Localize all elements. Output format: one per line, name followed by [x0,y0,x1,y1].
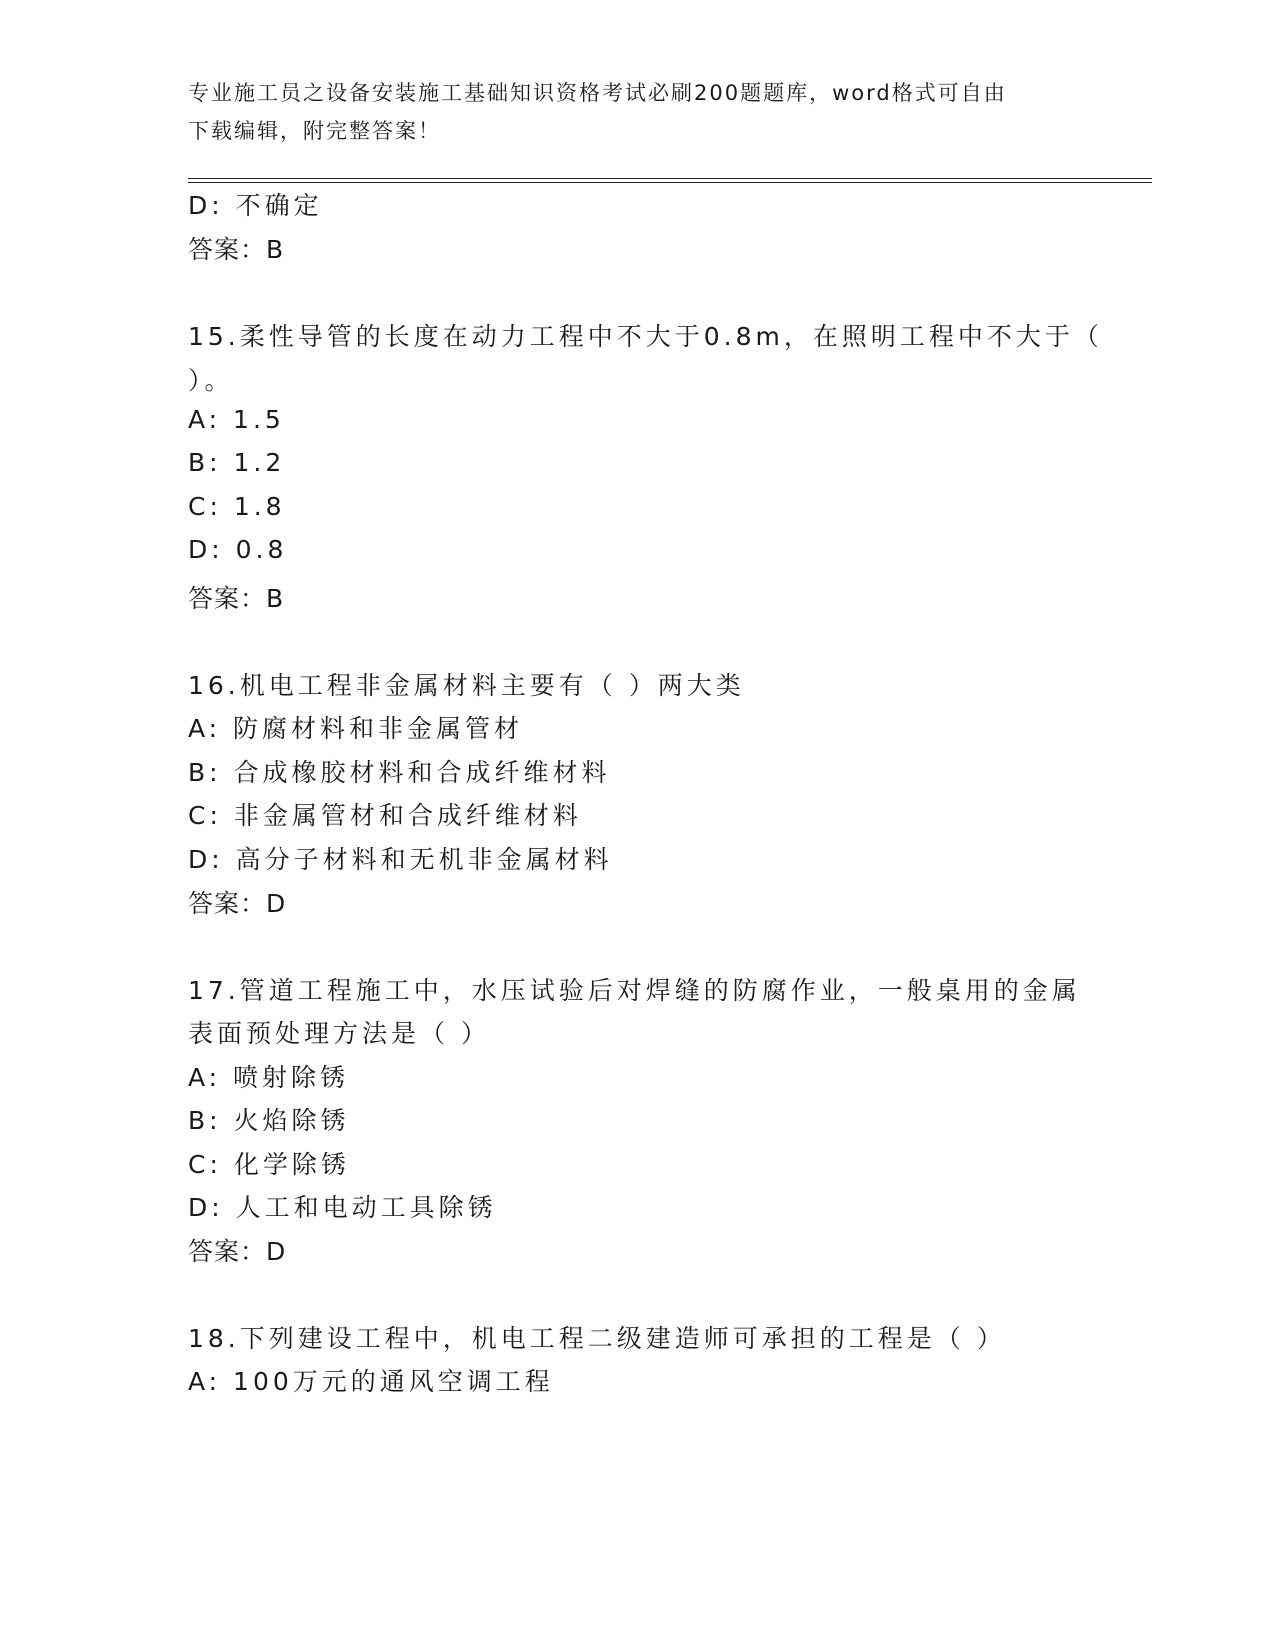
question-17-stem: 17.管道工程施工中，水压试验后对焊缝的防腐作业，一般桌用的金属 [188,976,1081,1005]
question-18-option-a: A: 100万元的通风空调工程 [188,1367,554,1396]
question-16-stem: 16.机电工程非金属材料主要有（ ）两大类 [188,671,745,700]
header-line-1: 专业施工员之设备安装施工基础知识资格考试必刷200题题库，word格式可自由 [188,81,1007,105]
question-16-option-c: C: 非金属管材和合成纤维材料 [188,801,582,830]
document-header [188,74,1088,150]
question-17-option-a: A: 喷射除锈 [188,1063,350,1092]
header-line-2: 下载编辑，附完整答案！ [188,119,441,143]
question-15-option-c: C: 1.8 [188,492,286,521]
question-17-option-c: C: 化学除锈 [188,1150,350,1179]
header-rule-bottom [188,182,1152,183]
question-15-stem-cont: ）。 [188,366,234,395]
question-15-option-a: A: 1.5 [188,405,285,434]
question-17-option-b: B: 火焰除锈 [188,1106,350,1135]
option-d: D: 不确定 [188,191,323,220]
question-17-answer: 答案：D [188,1237,287,1266]
question-16-option-d: D: 高分子材料和无机非金属材料 [188,845,613,874]
question-16-option-b: B: 合成橡胶材料和合成纤维材料 [188,758,611,787]
question-15-stem: 15.柔性导管的长度在动力工程中不大于0.8m，在照明工程中不大于（ [188,322,1103,351]
question-17-option-d: D: 人工和电动工具除锈 [188,1193,497,1222]
question-17-stem-cont: 表面预处理方法是（ ） [188,1019,490,1048]
question-15-answer: 答案：B [188,584,285,613]
question-18-stem: 18.下列建设工程中，机电工程二级建造师可承担的工程是（ ） [188,1324,1006,1353]
question-16-option-a: A: 防腐材料和非金属管材 [188,714,524,743]
question-16-answer: 答案：D [188,889,287,918]
answer-line: 答案：B [188,235,285,264]
header-rule-top [188,178,1152,179]
question-15-option-b: B: 1.2 [188,448,286,477]
question-15-option-d: D: 0.8 [188,535,288,564]
